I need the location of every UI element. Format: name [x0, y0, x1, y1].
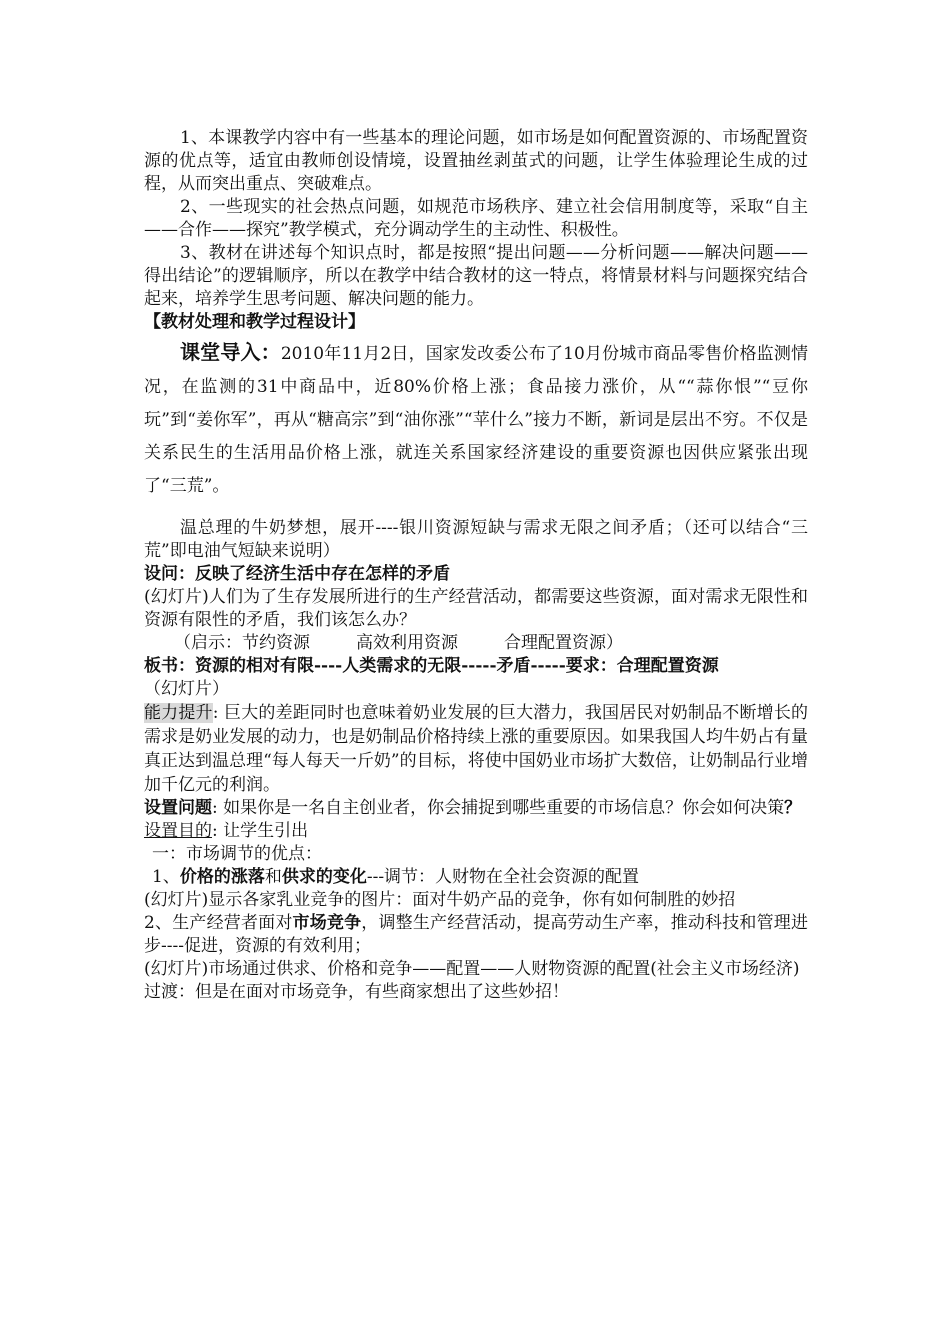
set-question-mark: ？ — [784, 798, 802, 818]
document-page — [144, 0, 808, 1004]
transition: 过渡：但是在面对市场竞争，有些商家想出了这些妙招！ — [144, 982, 569, 1002]
item-1-num: 1、 — [152, 867, 180, 887]
item-1-rest: ---调节：人财物在全社会资源的配置 — [366, 867, 640, 887]
item-1 — [144, 866, 808, 889]
slide-2: (幻灯片)显示各家乳业竞争的图片：面对牛奶产品的竞争，你有如何制胜的妙招 — [144, 890, 736, 910]
intro-paragraph — [144, 336, 808, 503]
paragraph-2: 2、一些现实的社会热点问题，如规范市场秩序、建立社会信用制度等，采取“自主——合作——探究”教学模式，充分调动学生的主动性、积极性。 — [144, 197, 808, 240]
purpose-body: : 让学生引出 — [212, 821, 309, 841]
item-1-and: 和 — [264, 867, 282, 887]
hint-a: （启示：节约资源 — [174, 633, 310, 653]
item-1-price: 价格的涨落 — [179, 867, 265, 887]
paragraph-3: 3、教材在讲述每个知识点时，都是按照“提出问题——分析问题——解决问题——得出结论”的逻辑顺序，所以在教学中结合教材的这一特点，将情景材料与问题探究结合起来，培养学生思考问题、解决问题的能力。 — [144, 243, 808, 309]
question-1: 设问：反映了经济生活中存在怎样的矛盾 — [144, 564, 450, 584]
purpose — [144, 820, 808, 843]
ability-paragraph — [144, 701, 808, 797]
ability-label: 能力提升 — [144, 703, 213, 723]
hint-line — [144, 632, 808, 655]
paragraph-4: 温总理的牛奶梦想，展开----银川资源短缺与需求无限之间矛盾；（还可以结合“三荒”即电油气短缺来说明） — [144, 518, 808, 561]
set-question — [144, 797, 808, 820]
item-2-rest: ，调整生产经营活动，提高劳动生产率，推动科技和管理进步----促进，资源的有效利用； — [144, 913, 808, 956]
set-question-label: 设置问题 — [144, 798, 212, 818]
purpose-label: 设置目的 — [144, 821, 212, 841]
hint-b: 高效利用资源 — [356, 633, 458, 653]
section-1-title: 一：市场调节的优点： — [152, 844, 322, 864]
hint-c: 合理配置资源） — [504, 633, 623, 653]
slide-1: (幻灯片)人们为了生存发展所进行的生产经营活动，都需要这些资源，面对需求无限性和资源有限性的矛盾，我们该怎么办？ — [144, 587, 808, 630]
item-2-a: 2、生产经营者面对 — [144, 913, 293, 933]
item-2 — [144, 912, 808, 958]
ability-body: : 巨大的差距同时也意味着奶业发展的巨大潜力，我国居民对奶制品不断增长的需求是奶业发展的动力，也是奶制品价格持续上涨的重要原因。如果我国人均牛奶占有量真正达到温总理“每人每天一斤奶”的目标，将使中国奶业市场扩大数倍，让奶制品行业增加千亿元的利润。 — [144, 703, 809, 795]
intro-body: 2010年11月2日，国家发改委公布了10月份城市商品零售价格监测情况，在监测的31中商品中，近80%价格上涨；食品接力涨价，从““蒜你恨”“豆你玩”到“姜你军”，再从“糖高宗”到“油你涨”“苹什么”接力不断，新词是层出不穷。不仅是关系民生的生活用品价格上涨，就连关系国家经济建设的重要资源也因供应紧张出现了“三荒”。 — [144, 344, 809, 496]
set-question-body: : 如果你是一名自主创业者，你会捕捉到哪些重要的市场信息？你会如何决策 — [212, 798, 785, 818]
board-slide: （幻灯片） — [144, 679, 229, 699]
item-2-competition: 市场竞争 — [292, 913, 362, 933]
section-heading: 【教材处理和教学过程设计】 — [144, 312, 365, 332]
board-notes: 板书：资源的相对有限----人类需求的无限-----矛盾-----要求：合理配置资源 — [144, 656, 719, 676]
item-1-supply: 供求的变化 — [281, 867, 367, 887]
slide-3: (幻灯片)市场通过供求、价格和竞争——配置——人财物资源的配置(社会主义市场经济) — [144, 959, 800, 979]
paragraph-1: 1、本课教学内容中有一些基本的理论问题，如市场是如何配置资源的、市场配置资源的优点等，适宜由教师创设情境，设置抽丝剥茧式的问题，让学生体验理论生成的过程，从而突出重点、突破难点。 — [144, 128, 808, 194]
intro-title: 课堂导入： — [180, 340, 281, 364]
